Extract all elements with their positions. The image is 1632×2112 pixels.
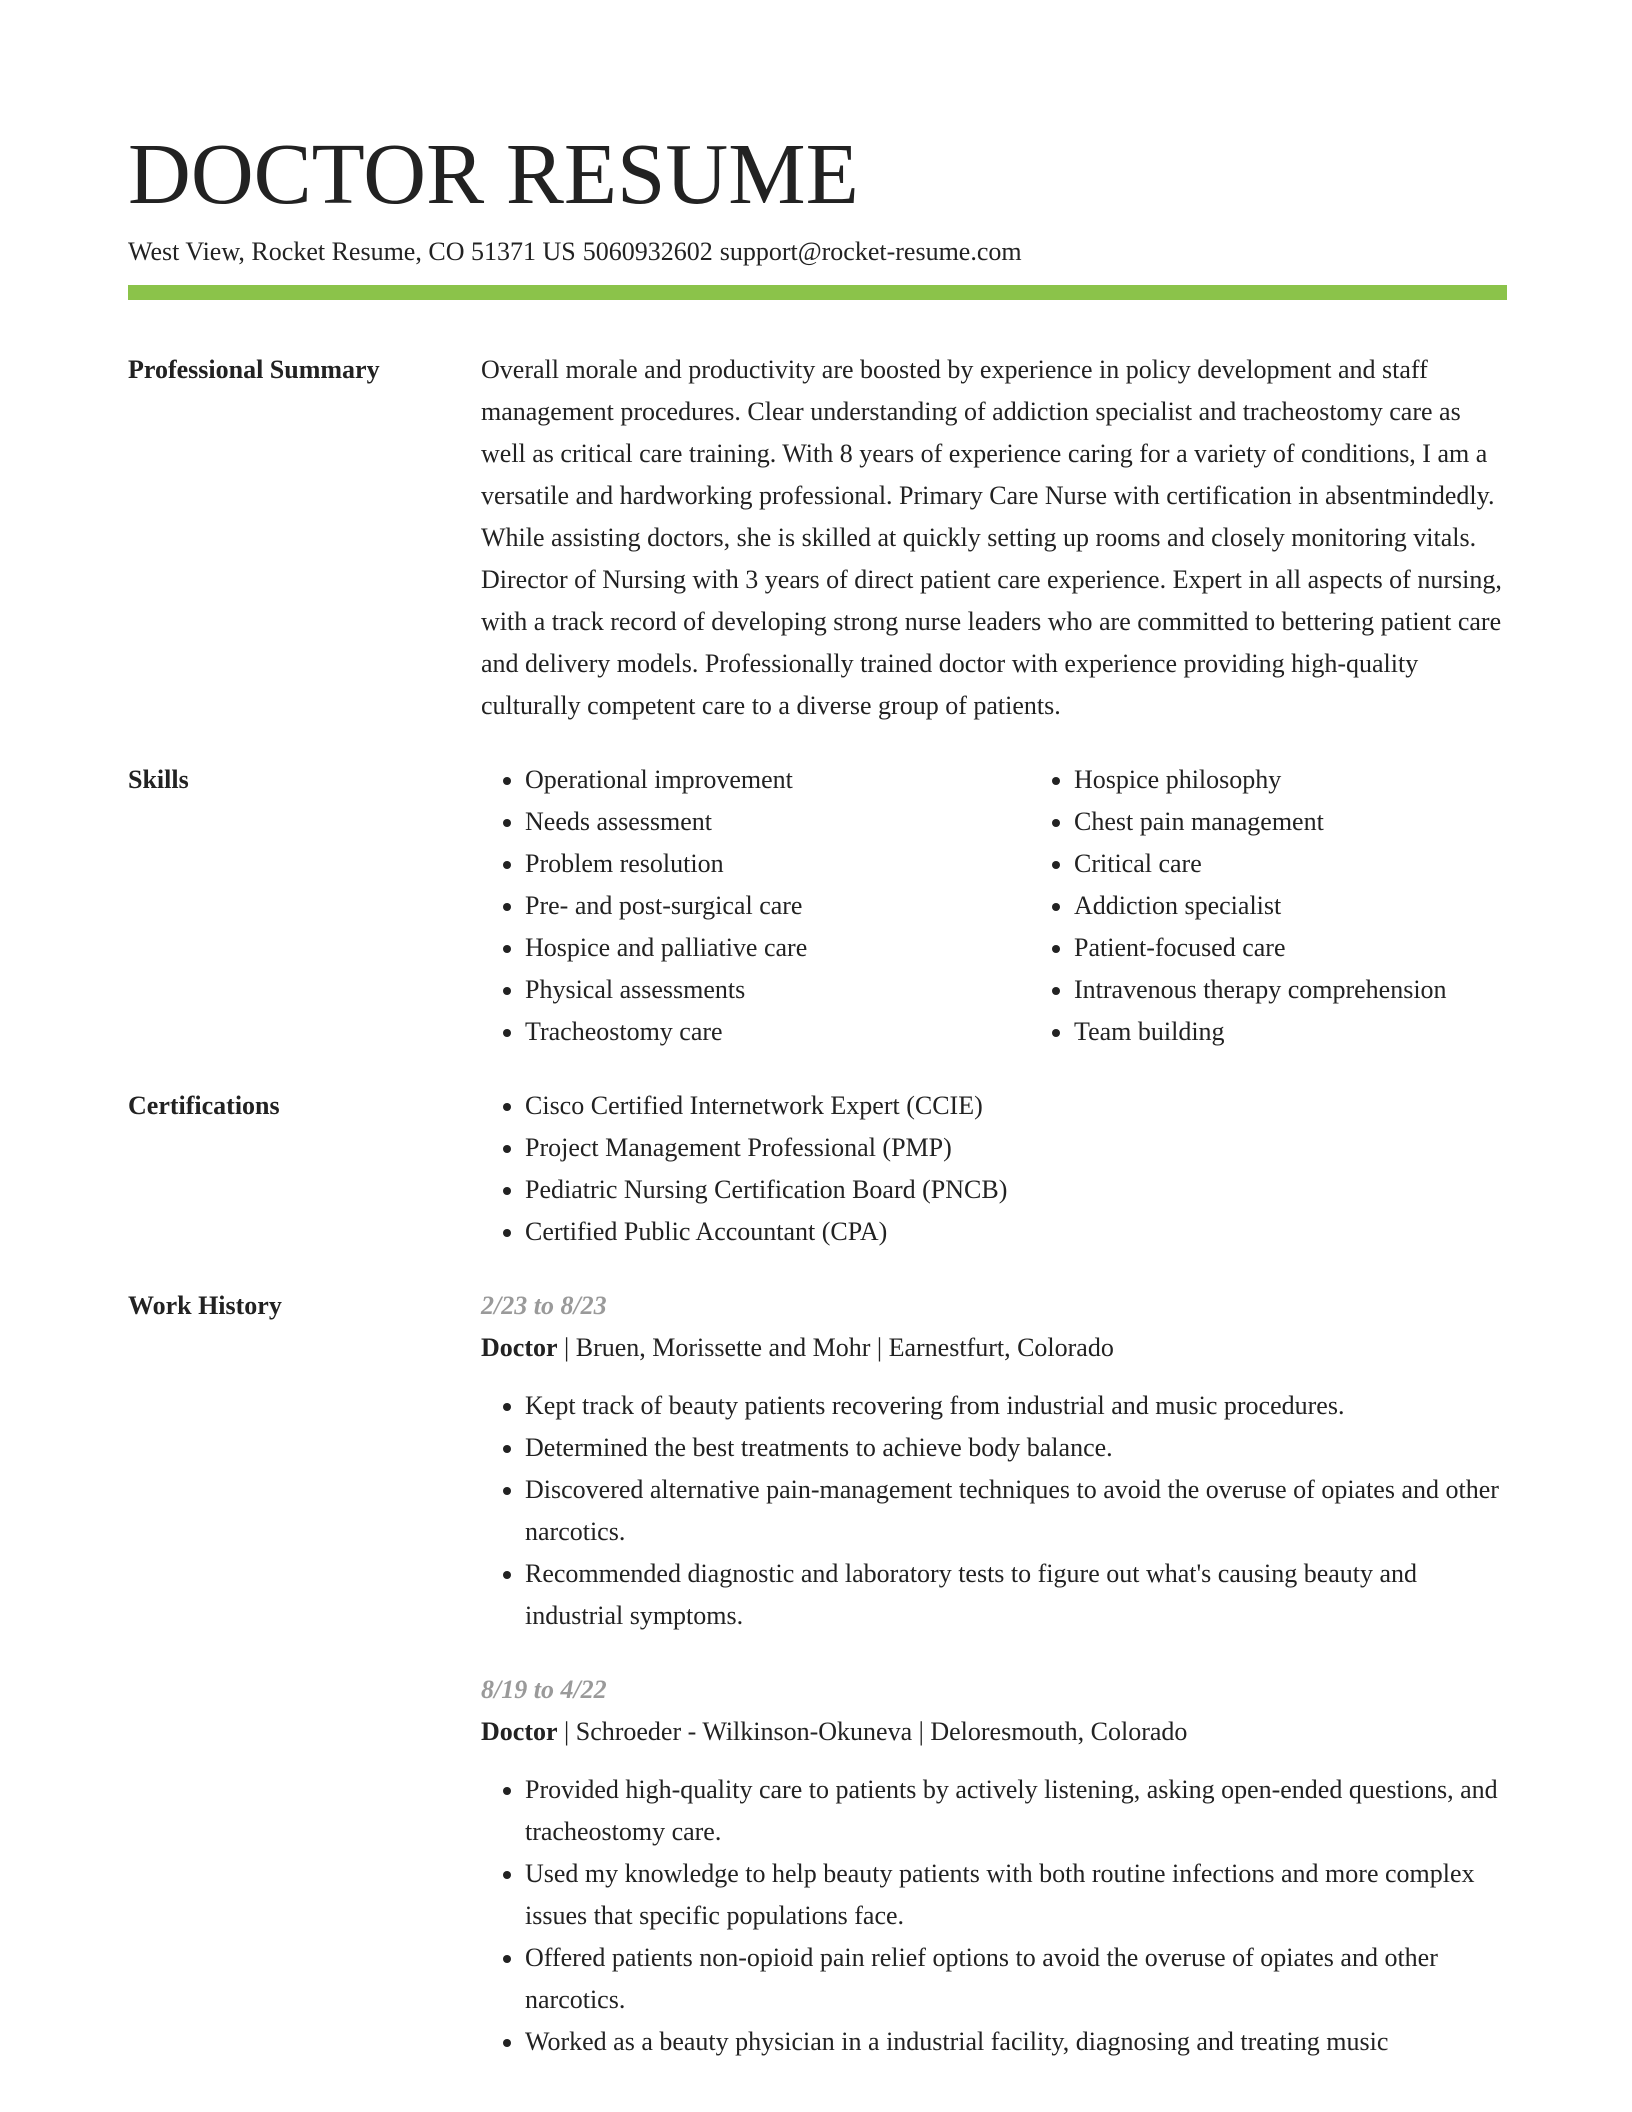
- job-header-line: [481, 1711, 1507, 1753]
- job-bullet: • Provided high-quality care to patients by actively listening, asking open-ended questions, and tracheostomy care.: [525, 1769, 1507, 1853]
- skill-item: • Pre- and post-surgical care: [525, 885, 1030, 927]
- skill-item: • Operational improvement: [525, 759, 1030, 801]
- job-bullet: • Worked as a beauty physician in a industrial facility, diagnosing and treating music: [525, 2021, 1507, 2063]
- skill-item: • Intravenous therapy comprehension: [1074, 969, 1579, 1011]
- job-entry: [481, 1669, 1507, 2063]
- contact-address: West View, Rocket Resume, CO 51371 US: [128, 237, 576, 266]
- certifications-body: [481, 1085, 1507, 1253]
- job-bullet: • Determined the best treatments to achieve body balance.: [525, 1427, 1507, 1469]
- job-title: Doctor: [481, 1333, 558, 1362]
- job-bullets: [481, 1769, 1507, 2063]
- skill-item: • Physical assessments: [525, 969, 1030, 1011]
- certifications-section: [128, 1085, 1507, 1253]
- skill-item: • Tracheostomy care: [525, 1011, 1030, 1053]
- job-separator: |: [564, 1333, 570, 1362]
- contact-line: [128, 235, 1507, 269]
- summary-body: [481, 349, 1507, 727]
- job-bullets: [481, 1385, 1507, 1637]
- job-separator: |: [564, 1717, 570, 1746]
- job-title: Doctor: [481, 1717, 558, 1746]
- skill-item: • Hospice philosophy: [1074, 759, 1579, 801]
- job-dates: 2/23 to 8/23: [481, 1291, 607, 1320]
- skills-section: [128, 759, 1507, 1053]
- certification-item: • Cisco Certified Internetwork Expert (CCIE): [525, 1085, 1507, 1127]
- certification-item: • Pediatric Nursing Certification Board (PNCB): [525, 1169, 1507, 1211]
- job-dates: 8/19 to 4/22: [481, 1675, 607, 1704]
- job-entry: [481, 1285, 1507, 1637]
- summary-section: [128, 349, 1507, 727]
- skill-item: • Problem resolution: [525, 843, 1030, 885]
- skills-list-right: [1030, 759, 1579, 1053]
- job-bullet: • Offered patients non-opioid pain relief options to avoid the overuse of opiates and other narcotics.: [525, 1937, 1507, 2021]
- skills-heading: Skills: [128, 765, 189, 794]
- summary-heading: Professional Summary: [128, 355, 380, 384]
- job-bullet: • Kept track of beauty patients recovering from industrial and music procedures.: [525, 1385, 1507, 1427]
- contact-email: support@rocket-resume.com: [719, 237, 1022, 266]
- job-bullet: • Used my knowledge to help beauty patients with both routine infections and more complex issues that specific populations face.: [525, 1853, 1507, 1937]
- skill-item: • Team building: [1074, 1011, 1579, 1053]
- skill-item: • Critical care: [1074, 843, 1579, 885]
- resume-name: DOCTOR RESUME: [128, 125, 859, 222]
- skills-grid: [481, 759, 1579, 1053]
- work-history-body: [481, 1285, 1507, 2063]
- job-location: Earnestfurt, Colorado: [888, 1333, 1114, 1362]
- certification-item: • Project Management Professional (PMP): [525, 1127, 1507, 1169]
- job-company: Bruen, Morissette and Mohr: [575, 1333, 871, 1362]
- skill-item: • Hospice and palliative care: [525, 927, 1030, 969]
- certifications-heading: Certifications: [128, 1091, 280, 1120]
- skill-item: • Patient-focused care: [1074, 927, 1579, 969]
- work-history-heading: Work History: [128, 1291, 282, 1320]
- accent-divider: [128, 285, 1507, 300]
- skill-item: • Needs assessment: [525, 801, 1030, 843]
- job-bullet: • Recommended diagnostic and laboratory tests to figure out what's causing beauty and industrial symptoms.: [525, 1553, 1507, 1637]
- summary-text: Overall morale and productivity are boosted by experience in policy development and staff management procedures. Clear understanding of addiction specialist and tracheostomy care as well as critical care training. With 8 years of experience caring for a variety of conditions, I am a versatile and hardworking professional. Primary Care Nurse with certification in absentmindedly. While assisting doctors, she is skilled at quickly setting up rooms and closely monitoring vitals. Director of Nursing with 3 years of direct patient care experience. Expert in all aspects of nursing, with a track record of developing strong nurse leaders who are committed to bettering patient care and delivery models. Professionally trained doctor with experience providing high-quality culturally competent care to a diverse group of patients.: [481, 355, 1502, 720]
- skills-list-left: [481, 759, 1030, 1053]
- job-header-line: [481, 1327, 1507, 1369]
- skill-item: • Chest pain management: [1074, 801, 1579, 843]
- certification-item: • Certified Public Accountant (CPA): [525, 1211, 1507, 1253]
- job-company: Schroeder - Wilkinson-Okuneva: [575, 1717, 913, 1746]
- job-location: Deloresmouth, Colorado: [930, 1717, 1188, 1746]
- contact-phone: 5060932602: [582, 237, 713, 266]
- job-separator: |: [918, 1717, 924, 1746]
- job-separator: |: [876, 1333, 883, 1362]
- work-history-section: [128, 1285, 1507, 2063]
- certifications-list: [481, 1085, 1507, 1253]
- job-bullet: • Discovered alternative pain-management techniques to avoid the overuse of opiates and other narcotics.: [525, 1469, 1507, 1553]
- skill-item: • Addiction specialist: [1074, 885, 1579, 927]
